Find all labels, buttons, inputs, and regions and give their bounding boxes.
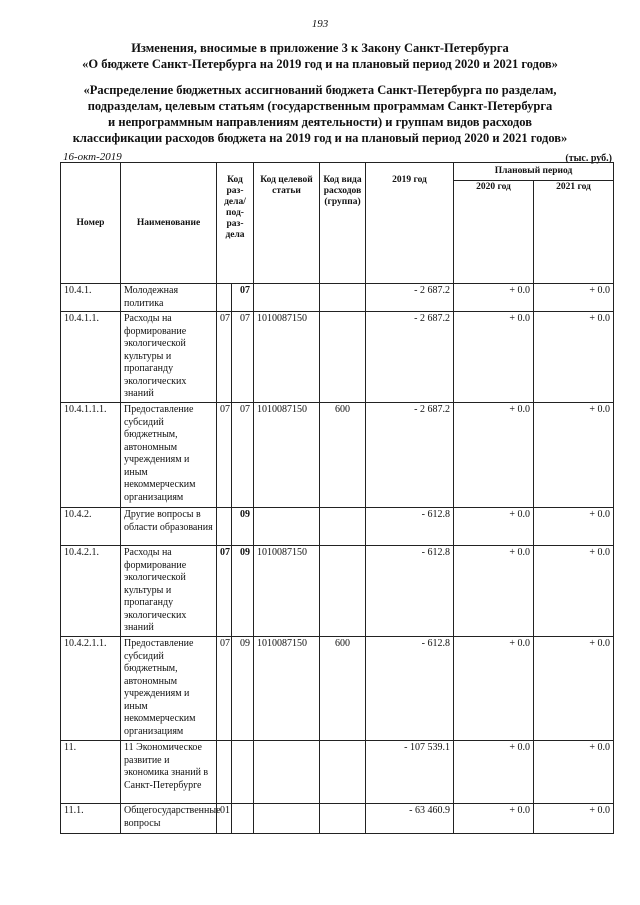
row-target — [254, 284, 320, 312]
row-vid — [320, 741, 366, 804]
table-row — [61, 508, 614, 546]
document-subtitle — [30, 82, 610, 146]
row-podrazdel: 09 — [232, 546, 254, 637]
header-vid: Код вида расходов (группа) — [320, 163, 366, 284]
row-number: 10.4.2. — [61, 508, 121, 546]
row-podrazdel: 09 — [232, 508, 254, 546]
row-number: 10.4.1. — [61, 284, 121, 312]
table-row — [61, 284, 614, 312]
row-razdel: 07 — [217, 312, 232, 403]
table-row — [61, 741, 614, 804]
page-number: 193 — [311, 18, 329, 30]
row-podrazdel — [232, 741, 254, 804]
row-name: Предоставление субсидий бюджетным, автономным учреждениям и иным некоммерческим организациям — [121, 637, 217, 741]
row-2020: + 0.0 — [454, 637, 534, 741]
document-title — [30, 40, 610, 72]
row-target: 1010087150 — [254, 312, 320, 403]
row-vid — [320, 508, 366, 546]
row-2021: + 0.0 — [534, 508, 614, 546]
row-2020: + 0.0 — [454, 284, 534, 312]
row-target — [254, 741, 320, 804]
header-number: Номер — [61, 163, 121, 284]
row-2019: - 2 687.2 — [366, 284, 454, 312]
header-name: Наименование — [121, 163, 217, 284]
subtitle-line-4: классификации расходов бюджета на 2019 год и на плановый период 2020 и 2021 годов» — [72, 131, 568, 145]
row-number: 11.1. — [61, 804, 121, 834]
row-2021: + 0.0 — [534, 284, 614, 312]
row-razdel: 07 — [217, 637, 232, 741]
row-razdel — [217, 741, 232, 804]
row-podrazdel — [232, 804, 254, 834]
row-podrazdel: 07 — [232, 312, 254, 403]
row-2019: - 2 687.2 — [366, 403, 454, 508]
row-vid: 600 — [320, 403, 366, 508]
row-number: 10.4.2.1. — [61, 546, 121, 637]
header-2019: 2019 год — [366, 163, 454, 284]
subtitle-line-1: «Распределение бюджетных ассигнований бюджета Санкт-Петербурга по разделам, — [83, 83, 557, 97]
row-target: 1010087150 — [254, 637, 320, 741]
row-2020: + 0.0 — [454, 741, 534, 804]
row-2019: - 612.8 — [366, 637, 454, 741]
row-vid — [320, 546, 366, 637]
row-vid — [320, 804, 366, 834]
title-line-2: «О бюджете Санкт-Петербурга на 2019 год и на плановый период 2020 и 2021 годов» — [82, 57, 558, 71]
row-podrazdel: 07 — [232, 284, 254, 312]
units-label: (тыс. руб.) — [565, 153, 612, 164]
row-2020: + 0.0 — [454, 508, 534, 546]
row-2019: - 2 687.2 — [366, 312, 454, 403]
row-target: 1010087150 — [254, 403, 320, 508]
row-number: 11. — [61, 741, 121, 804]
header-target: Код целевой статьи — [254, 163, 320, 284]
row-2021: + 0.0 — [534, 312, 614, 403]
row-target: 1010087150 — [254, 546, 320, 637]
row-name: 11 Экономическое развитие и экономика знаний в Санкт-Петербурге — [121, 741, 217, 804]
row-razdel: 07 — [217, 403, 232, 508]
row-2021: + 0.0 — [534, 546, 614, 637]
row-name: Молодежная политика — [121, 284, 217, 312]
header-planned-period: Плановый период — [454, 163, 614, 181]
row-2019: - 612.8 — [366, 508, 454, 546]
row-name: Предоставление субсидий бюджетным, автономным учреждениям и иным некоммерческим организациям — [121, 403, 217, 508]
row-podrazdel: 09 — [232, 637, 254, 741]
header-razdel: Код раз- дела/ под- раз- дела — [217, 163, 254, 284]
subtitle-line-3: и непрограммным направлениям деятельности) и группам видов расходов — [108, 115, 532, 129]
table-row — [61, 637, 614, 741]
header-2021: 2021 год — [534, 181, 614, 284]
row-2021: + 0.0 — [534, 741, 614, 804]
budget-table — [60, 162, 614, 834]
row-2021: + 0.0 — [534, 804, 614, 834]
document-date: 16-окт-2019 — [63, 151, 122, 163]
row-2019: - 63 460.9 — [366, 804, 454, 834]
row-2019: - 107 539.1 — [366, 741, 454, 804]
header-2020: 2020 год — [454, 181, 534, 284]
row-2020: + 0.0 — [454, 403, 534, 508]
table-row — [61, 546, 614, 637]
row-razdel — [217, 284, 232, 312]
row-name: Другие вопросы в области образования — [121, 508, 217, 546]
row-name: Расходы на формирование экологической культуры и пропаганду экологических знаний — [121, 312, 217, 403]
row-name: Общегосударственные вопросы — [121, 804, 217, 834]
row-vid: 600 — [320, 637, 366, 741]
row-target — [254, 508, 320, 546]
row-2020: + 0.0 — [454, 804, 534, 834]
row-name: Расходы на формирование экологической культуры и пропаганду экологических знаний — [121, 546, 217, 637]
row-2021: + 0.0 — [534, 637, 614, 741]
row-2020: + 0.0 — [454, 312, 534, 403]
row-number: 10.4.1.1.1. — [61, 403, 121, 508]
row-number: 10.4.1.1. — [61, 312, 121, 403]
subtitle-line-2: подразделам, целевым статьям (государственным программам Санкт-Петербурга — [87, 99, 553, 113]
row-vid — [320, 312, 366, 403]
row-razdel: 01 — [217, 804, 232, 834]
row-vid — [320, 284, 366, 312]
row-2019: - 612.8 — [366, 546, 454, 637]
row-razdel: 07 — [217, 546, 232, 637]
row-razdel — [217, 508, 232, 546]
table-row — [61, 312, 614, 403]
table-row — [61, 804, 614, 834]
title-line-1: Изменения, вносимые в приложение 3 к Закону Санкт-Петербурга — [131, 41, 509, 55]
row-2021: + 0.0 — [534, 403, 614, 508]
row-podrazdel: 07 — [232, 403, 254, 508]
row-2020: + 0.0 — [454, 546, 534, 637]
row-target — [254, 804, 320, 834]
row-number: 10.4.2.1.1. — [61, 637, 121, 741]
table-row — [61, 403, 614, 508]
